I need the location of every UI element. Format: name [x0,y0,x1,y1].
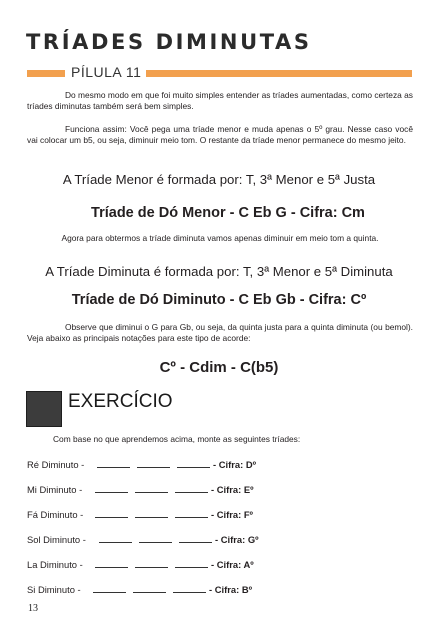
exercise-row-cifra: - Cifra: Dº [213,459,257,470]
answer-blank[interactable] [175,566,208,568]
answer-blank[interactable] [135,566,168,568]
answer-blank[interactable] [177,466,210,468]
answer-blank[interactable] [139,541,172,543]
accent-bar-left [27,70,65,77]
page-number: 13 [28,603,38,614]
explanation-paragraph: Funciona assim: Você pega uma tríade menor e muda apenas o 5º grau. Nesse caso você vai colocar um b5, ou seja, diminuir meio tom. O restante da tríade menor permanece do mesmo jeito. [27,124,413,145]
answer-blank[interactable] [95,566,128,568]
exercise-row-cifra: - Cifra: Gº [215,534,259,545]
answer-blank[interactable] [135,516,168,518]
answer-blank[interactable] [93,591,126,593]
exercise-row-fa [27,506,253,520]
answer-blank[interactable] [99,541,132,543]
diminish-paragraph: Agora para obtermos a tríade diminuta vamos apenas diminuir em meio tom a quinta. [61,233,379,243]
page-title: TRÍADES DIMINUTAS [26,30,312,54]
exercise-row-label: Fá Diminuto - [27,509,84,520]
exercise-row-cifra: - Cifra: Aº [211,559,254,570]
answer-blank[interactable] [95,516,128,518]
minor-triad-statement: A Tríade Menor é formada por: T, 3ª Menor e 5ª Justa [62,172,376,187]
intro-paragraph: Do mesmo modo em que foi muito simples entender as tríades aumentadas, como certeza as tríades diminutas também será bem simples. [27,90,413,111]
answer-blank[interactable] [179,541,212,543]
exercise-row-label: Sol Diminuto - [27,534,86,545]
diminished-triad-statement: A Tríade Diminuta é formada por: T, 3ª Menor e 5ª Diminuta [45,264,393,279]
exercise-square-icon [26,391,62,427]
exercise-title: EXERCÍCIO [68,391,173,412]
exercise-row-label: Ré Diminuto - [27,459,85,470]
section-subtitle: PÍLULA 11 [71,64,142,80]
notation-paragraph: Observe que diminui o G para Gb, ou seja, da quinta justa para a quinta diminuta (ou bemol). Veja abaixo as principais notações para este tipo de acorde: [27,322,413,343]
answer-blank[interactable] [175,516,208,518]
answer-blank[interactable] [173,591,206,593]
answer-blank[interactable] [135,491,168,493]
exercise-row-label: Mi Diminuto - [27,484,83,495]
minor-triad-chord: Tríade de Dó Menor - C Eb G - Cifra: Cm [91,205,365,221]
exercise-row-cifra: - Cifra: Fº [211,509,253,520]
exercise-row-label: La Diminuto - [27,559,83,570]
exercise-row-re [27,456,256,470]
chord-notations: Cº - Cdim - C(b5) [159,359,279,376]
answer-blank[interactable] [175,491,208,493]
answer-blank[interactable] [95,491,128,493]
exercise-instruction: Com base no que aprendemos acima, monte as seguintes tríades: [53,434,301,444]
answer-blank[interactable] [97,466,130,468]
answer-blank[interactable] [137,466,170,468]
accent-bar-right [146,70,412,77]
exercise-row-cifra: - Cifra: Eº [211,484,254,495]
diminished-triad-chord: Tríade de Dó Diminuto - C Eb Gb - Cifra: Cº [71,292,367,308]
exercise-row-mi [27,481,254,495]
exercise-row-la [27,556,254,570]
exercise-row-label: Si Diminuto - [27,584,81,595]
exercise-row-si [27,581,252,595]
exercise-row-cifra: - Cifra: Bº [209,584,253,595]
exercise-row-sol [27,531,259,545]
answer-blank[interactable] [133,591,166,593]
